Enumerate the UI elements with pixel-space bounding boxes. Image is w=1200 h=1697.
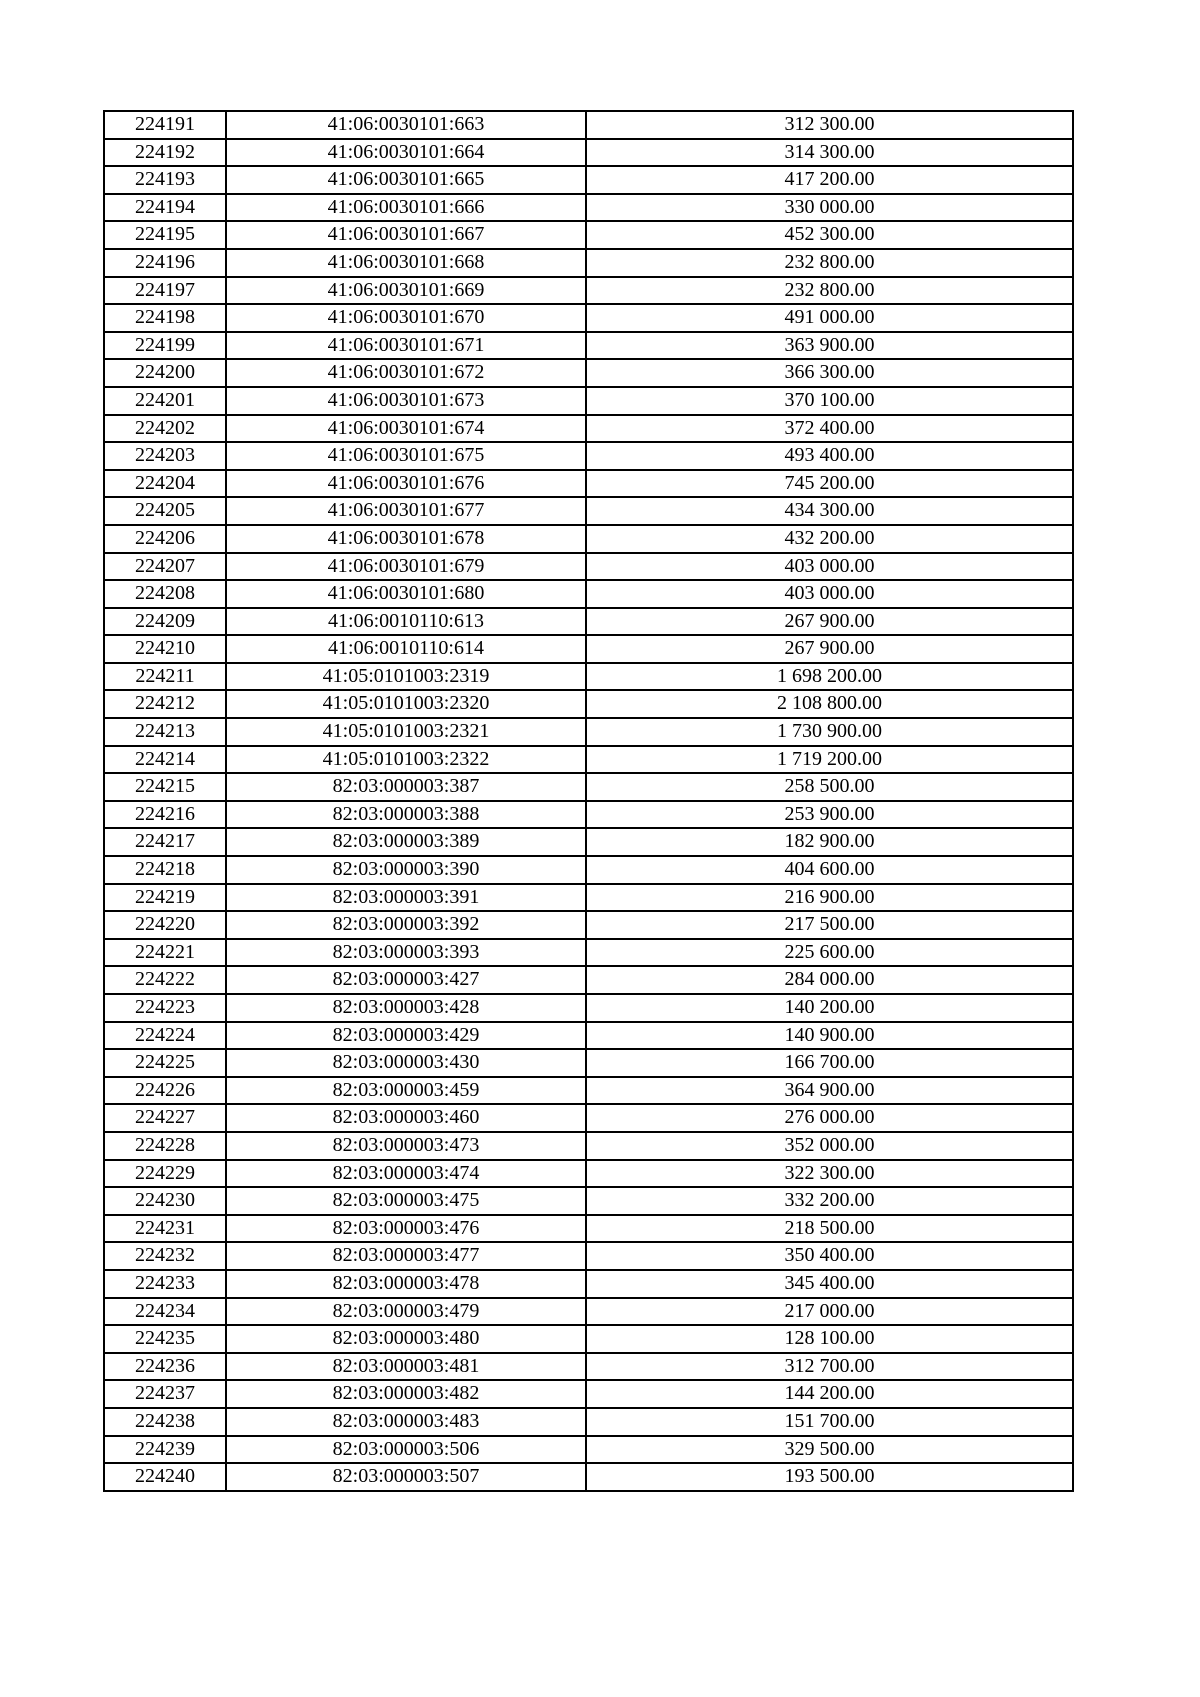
row-number-cell: 224219 [104, 884, 226, 912]
table-row [104, 1104, 1073, 1132]
cadastral-number-cell: 41:06:0030101:671 [226, 332, 586, 360]
table-row [104, 1022, 1073, 1050]
table-row [104, 387, 1073, 415]
value-cell: 417 200.00 [586, 166, 1073, 194]
table-row [104, 1380, 1073, 1408]
table-row [104, 525, 1073, 553]
table-row [104, 828, 1073, 856]
value-cell: 218 500.00 [586, 1215, 1073, 1243]
row-number-cell: 224239 [104, 1436, 226, 1464]
table-row [104, 966, 1073, 994]
cadastral-number-cell: 82:03:000003:507 [226, 1463, 586, 1491]
cadastral-number-cell: 82:03:000003:392 [226, 911, 586, 939]
value-cell: 1 698 200.00 [586, 663, 1073, 691]
value-cell: 434 300.00 [586, 497, 1073, 525]
cadastral-number-cell: 41:06:0030101:674 [226, 415, 586, 443]
table-row [104, 746, 1073, 774]
table-body [104, 111, 1073, 1491]
value-cell: 267 900.00 [586, 608, 1073, 636]
value-cell: 345 400.00 [586, 1270, 1073, 1298]
value-cell: 452 300.00 [586, 221, 1073, 249]
cadastral-number-cell: 41:06:0030101:663 [226, 111, 586, 139]
table-row [104, 663, 1073, 691]
table-row [104, 608, 1073, 636]
row-number-cell: 224202 [104, 415, 226, 443]
value-cell: 267 900.00 [586, 635, 1073, 663]
table-row [104, 111, 1073, 139]
row-number-cell: 224194 [104, 194, 226, 222]
cadastral-number-cell: 41:05:0101003:2320 [226, 690, 586, 718]
cadastral-number-cell: 82:03:000003:388 [226, 801, 586, 829]
value-cell: 276 000.00 [586, 1104, 1073, 1132]
value-cell: 217 500.00 [586, 911, 1073, 939]
table-row [104, 1215, 1073, 1243]
value-cell: 745 200.00 [586, 470, 1073, 498]
table-row [104, 304, 1073, 332]
table-row [104, 249, 1073, 277]
value-cell: 364 900.00 [586, 1077, 1073, 1105]
table-row [104, 442, 1073, 470]
value-cell: 370 100.00 [586, 387, 1073, 415]
row-number-cell: 224206 [104, 525, 226, 553]
cadastral-number-cell: 41:05:0101003:2322 [226, 746, 586, 774]
cadastral-number-cell: 82:03:000003:387 [226, 773, 586, 801]
value-cell: 332 200.00 [586, 1187, 1073, 1215]
table-row [104, 139, 1073, 167]
value-cell: 432 200.00 [586, 525, 1073, 553]
row-number-cell: 224228 [104, 1132, 226, 1160]
value-cell: 366 300.00 [586, 359, 1073, 387]
row-number-cell: 224197 [104, 277, 226, 305]
row-number-cell: 224234 [104, 1298, 226, 1326]
table-row [104, 718, 1073, 746]
row-number-cell: 224193 [104, 166, 226, 194]
cadastral-number-cell: 82:03:000003:474 [226, 1160, 586, 1188]
value-cell: 2 108 800.00 [586, 690, 1073, 718]
row-number-cell: 224191 [104, 111, 226, 139]
row-number-cell: 224225 [104, 1049, 226, 1077]
table-row [104, 194, 1073, 222]
row-number-cell: 224196 [104, 249, 226, 277]
cadastral-number-cell: 82:03:000003:391 [226, 884, 586, 912]
row-number-cell: 224205 [104, 497, 226, 525]
cadastral-number-cell: 82:03:000003:506 [226, 1436, 586, 1464]
table-row [104, 1049, 1073, 1077]
row-number-cell: 224224 [104, 1022, 226, 1050]
cadastral-number-cell: 82:03:000003:476 [226, 1215, 586, 1243]
table-row [104, 1077, 1073, 1105]
value-cell: 312 700.00 [586, 1353, 1073, 1381]
row-number-cell: 224212 [104, 690, 226, 718]
table-row [104, 635, 1073, 663]
table-row [104, 359, 1073, 387]
table-row [104, 580, 1073, 608]
row-number-cell: 224216 [104, 801, 226, 829]
row-number-cell: 224209 [104, 608, 226, 636]
cadastral-number-cell: 41:06:0030101:666 [226, 194, 586, 222]
cadastral-number-cell: 82:03:000003:482 [226, 1380, 586, 1408]
value-cell: 491 000.00 [586, 304, 1073, 332]
cadastral-number-cell: 82:03:000003:389 [226, 828, 586, 856]
cadastral-number-cell: 41:05:0101003:2319 [226, 663, 586, 691]
table-row [104, 166, 1073, 194]
value-cell: 352 000.00 [586, 1132, 1073, 1160]
value-cell: 253 900.00 [586, 801, 1073, 829]
cadastral-number-cell: 41:06:0010110:614 [226, 635, 586, 663]
cadastral-number-cell: 41:06:0030101:676 [226, 470, 586, 498]
value-cell: 232 800.00 [586, 277, 1073, 305]
row-number-cell: 224203 [104, 442, 226, 470]
value-cell: 166 700.00 [586, 1049, 1073, 1077]
value-cell: 372 400.00 [586, 415, 1073, 443]
value-cell: 350 400.00 [586, 1242, 1073, 1270]
cadastral-number-cell: 41:06:0030101:680 [226, 580, 586, 608]
cadastral-number-cell: 82:03:000003:480 [226, 1325, 586, 1353]
cadastral-number-cell: 82:03:000003:430 [226, 1049, 586, 1077]
cadastral-number-cell: 41:06:0030101:679 [226, 553, 586, 581]
table-row [104, 1160, 1073, 1188]
cadastral-number-cell: 82:03:000003:477 [226, 1242, 586, 1270]
row-number-cell: 224222 [104, 966, 226, 994]
value-cell: 403 000.00 [586, 553, 1073, 581]
table-row [104, 470, 1073, 498]
row-number-cell: 224223 [104, 994, 226, 1022]
table-row [104, 1242, 1073, 1270]
table-row [104, 553, 1073, 581]
cadastral-number-cell: 82:03:000003:483 [226, 1408, 586, 1436]
cadastral-number-cell: 82:03:000003:428 [226, 994, 586, 1022]
row-number-cell: 224214 [104, 746, 226, 774]
value-cell: 403 000.00 [586, 580, 1073, 608]
table-row [104, 1353, 1073, 1381]
cadastral-number-cell: 82:03:000003:390 [226, 856, 586, 884]
cadastral-number-cell: 41:06:0010110:613 [226, 608, 586, 636]
row-number-cell: 224217 [104, 828, 226, 856]
value-cell: 232 800.00 [586, 249, 1073, 277]
value-cell: 329 500.00 [586, 1436, 1073, 1464]
cadastral-number-cell: 41:06:0030101:664 [226, 139, 586, 167]
row-number-cell: 224200 [104, 359, 226, 387]
cadastral-number-cell: 82:03:000003:481 [226, 1353, 586, 1381]
cadastral-number-cell: 82:03:000003:393 [226, 939, 586, 967]
row-number-cell: 224199 [104, 332, 226, 360]
row-number-cell: 224210 [104, 635, 226, 663]
table-row [104, 911, 1073, 939]
row-number-cell: 224237 [104, 1380, 226, 1408]
table-row [104, 1298, 1073, 1326]
table-row [104, 332, 1073, 360]
row-number-cell: 224221 [104, 939, 226, 967]
cadastral-number-cell: 82:03:000003:479 [226, 1298, 586, 1326]
table-row [104, 415, 1073, 443]
value-cell: 140 200.00 [586, 994, 1073, 1022]
cadastral-number-cell: 41:05:0101003:2321 [226, 718, 586, 746]
table-row [104, 277, 1073, 305]
row-number-cell: 224232 [104, 1242, 226, 1270]
value-cell: 284 000.00 [586, 966, 1073, 994]
table-row [104, 1436, 1073, 1464]
table-row [104, 801, 1073, 829]
row-number-cell: 224208 [104, 580, 226, 608]
row-number-cell: 224192 [104, 139, 226, 167]
table-row [104, 1270, 1073, 1298]
value-cell: 151 700.00 [586, 1408, 1073, 1436]
value-cell: 493 400.00 [586, 442, 1073, 470]
row-number-cell: 224235 [104, 1325, 226, 1353]
table-row [104, 1187, 1073, 1215]
row-number-cell: 224227 [104, 1104, 226, 1132]
row-number-cell: 224201 [104, 387, 226, 415]
value-cell: 363 900.00 [586, 332, 1073, 360]
value-cell: 312 300.00 [586, 111, 1073, 139]
cadastral-number-cell: 41:06:0030101:669 [226, 277, 586, 305]
row-number-cell: 224230 [104, 1187, 226, 1215]
table-row [104, 884, 1073, 912]
table-row [104, 856, 1073, 884]
row-number-cell: 224204 [104, 470, 226, 498]
value-cell: 128 100.00 [586, 1325, 1073, 1353]
row-number-cell: 224238 [104, 1408, 226, 1436]
value-cell: 258 500.00 [586, 773, 1073, 801]
row-number-cell: 224195 [104, 221, 226, 249]
row-number-cell: 224215 [104, 773, 226, 801]
cadastral-number-cell: 82:03:000003:473 [226, 1132, 586, 1160]
cadastral-number-cell: 82:03:000003:429 [226, 1022, 586, 1050]
cadastral-number-cell: 41:06:0030101:668 [226, 249, 586, 277]
row-number-cell: 224211 [104, 663, 226, 691]
value-cell: 225 600.00 [586, 939, 1073, 967]
table-row [104, 1132, 1073, 1160]
cadastral-number-cell: 82:03:000003:478 [226, 1270, 586, 1298]
cadastral-number-cell: 82:03:000003:427 [226, 966, 586, 994]
table-row [104, 1408, 1073, 1436]
cadastral-number-cell: 41:06:0030101:665 [226, 166, 586, 194]
row-number-cell: 224198 [104, 304, 226, 332]
value-cell: 330 000.00 [586, 194, 1073, 222]
value-cell: 193 500.00 [586, 1463, 1073, 1491]
value-cell: 144 200.00 [586, 1380, 1073, 1408]
row-number-cell: 224226 [104, 1077, 226, 1105]
row-number-cell: 224213 [104, 718, 226, 746]
value-cell: 217 000.00 [586, 1298, 1073, 1326]
cadastral-number-cell: 41:06:0030101:667 [226, 221, 586, 249]
cadastral-number-cell: 41:06:0030101:675 [226, 442, 586, 470]
cadastral-number-cell: 82:03:000003:475 [226, 1187, 586, 1215]
cadastral-number-cell: 82:03:000003:460 [226, 1104, 586, 1132]
table-row [104, 1463, 1073, 1491]
row-number-cell: 224207 [104, 553, 226, 581]
value-cell: 140 900.00 [586, 1022, 1073, 1050]
table-row [104, 994, 1073, 1022]
table-row [104, 773, 1073, 801]
row-number-cell: 224220 [104, 911, 226, 939]
cadastral-number-cell: 41:06:0030101:677 [226, 497, 586, 525]
cadastral-number-cell: 82:03:000003:459 [226, 1077, 586, 1105]
table-row [104, 1325, 1073, 1353]
value-cell: 314 300.00 [586, 139, 1073, 167]
cadastral-number-cell: 41:06:0030101:673 [226, 387, 586, 415]
table-row [104, 221, 1073, 249]
row-number-cell: 224231 [104, 1215, 226, 1243]
value-cell: 182 900.00 [586, 828, 1073, 856]
row-number-cell: 224229 [104, 1160, 226, 1188]
row-number-cell: 224218 [104, 856, 226, 884]
value-cell: 1 719 200.00 [586, 746, 1073, 774]
table-row [104, 497, 1073, 525]
row-number-cell: 224233 [104, 1270, 226, 1298]
table-row [104, 939, 1073, 967]
value-cell: 322 300.00 [586, 1160, 1073, 1188]
cadastral-value-table [103, 110, 1074, 1492]
cadastral-number-cell: 41:06:0030101:672 [226, 359, 586, 387]
value-cell: 404 600.00 [586, 856, 1073, 884]
cadastral-number-cell: 41:06:0030101:670 [226, 304, 586, 332]
cadastral-number-cell: 41:06:0030101:678 [226, 525, 586, 553]
table-row [104, 690, 1073, 718]
row-number-cell: 224236 [104, 1353, 226, 1381]
row-number-cell: 224240 [104, 1463, 226, 1491]
value-cell: 216 900.00 [586, 884, 1073, 912]
value-cell: 1 730 900.00 [586, 718, 1073, 746]
